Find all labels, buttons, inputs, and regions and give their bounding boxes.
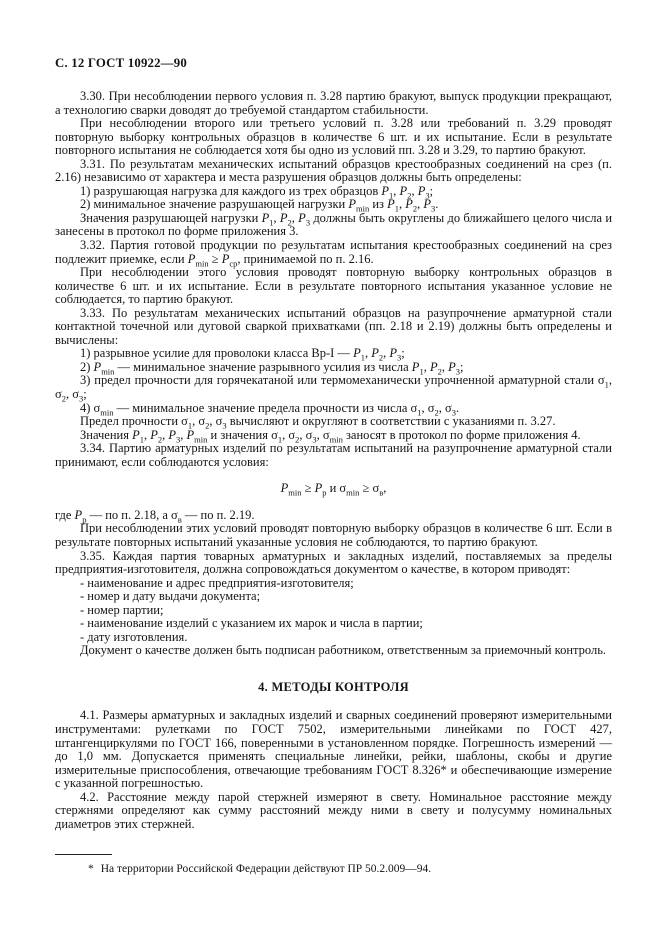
footnote-body: На территории Российской Федерации действуют ПР 50.2.009—94. [100, 863, 432, 876]
paragraph: Значения $P_1$, $P_2$, $P_3$, $P_{min}$ и значения $\sigma_1$, $\sigma_2$, $\sigma_3$, $\sigma_{min}$ заносят в протокол по форме приложения 4. [80, 427, 581, 445]
paragraph: При несоблюдении второго или третьего условий п. 3.28 или требований п. 3.29 проводят повторную выборку контрольных образцов в количестве 6 шт. и их испытание. Если в результате повторного испытания не соблюдается хотя бы одно из условий пп. 3.28 и 3.29, то партию бракуют. [55, 116, 612, 158]
paragraph: 1) разрывное усилие для проволоки класса Вр-I — $P_1$, $P_2$, $P_3$; [80, 346, 405, 363]
paragraph: - номер и дату выдачи документа; [80, 589, 261, 604]
footnote-text [55, 863, 612, 876]
paragraph: 3.35. Каждая партия товарных арматурных и закладных изделий, поставляемых за пределы предприятия-изготовителя, должна сопровождаться документом о качестве, в котором приводят: [55, 548, 612, 577]
paragraph: При несоблюдении этих условий проводят повторную выборку образцов в количестве 6 шт. Если в результате повторных испытаний указанные условия не соблюдаются, то партию бракуют. [55, 521, 612, 549]
paragraph: - дату изготовления. [80, 629, 188, 644]
paragraph: 3.33. По результатам механических испытаний образцов на разупрочнение арматурной стали контактной точечной или дуговой сваркой прихватками (пп. 2.18 и 2.19) должны быть определены и вычислены: [55, 305, 612, 347]
paragraph: 1) разрушающая нагрузка для каждого из трех образцов $P_1$, $P_2$, $P_3$; [80, 183, 434, 201]
paragraph: - наименование и адрес предприятия-изготовителя; [80, 575, 354, 590]
paragraph: 3.30. При несоблюдении первого условия п. 3.28 партию бракуют, выпуск продукции прекращают, а технологию сварки доводят до требуемой стандартом стабильности. [55, 89, 612, 117]
paragraph: Документ о качестве должен быть подписан работником, ответственным за приемочный контроль. [80, 643, 607, 658]
paragraph: 4.1. Размеры арматурных и закладных изделий и сварных соединений проверяют измерительными инструментами: рулетками по ГОСТ 7502, измерительными линейками по ГОСТ 427, штангенциркулями по ГОСТ 166, поверенными в установленном порядке. Погрешность измерений — до 1,0 мм. Допускается применять специальные линейки, рейки, шаблоны, скобы и другие измерительные приспособления, отвечающие требованиям ГОСТ 8.326* и обеспечивающие измерение с указанной погрешностью. [55, 708, 612, 791]
formula: $P_{min} \ge P_р$ и $\sigma_{min} \ge \sigma_в$, [280, 481, 387, 498]
page-header: С. 12 ГОСТ 10922—90 [55, 56, 187, 70]
paragraph: 3.32. Партия готовой продукции по результатам испытания крестообразных соединений на срез подлежит приемке, если $P_{min} \ge P_{ср}$, принимаемой по п. 2.16. [55, 238, 612, 269]
footnote [55, 854, 612, 876]
paragraph: - наименование изделий с указанием их марок и числа в партии; [80, 616, 423, 631]
paragraph: 4.2. Расстояние между парой стержней измеряют в свету. Номинальное расстояние между стержнями определяют как сумму расстояний между ними в свету и полусумму номинальных диаметров этих стержней. [55, 789, 612, 831]
paragraph: 3) предел прочности для горячекатаной или термомеханически упрочненной арматурной стали $\sigma_1$, $\sigma_2$, $\sigma_3$; [55, 373, 612, 404]
paragraph: Предел прочности $\sigma_1$, $\sigma_2$, $\sigma_3$ вычисляют и округляют в соответствии с указаниями п. 3.27. [80, 414, 556, 431]
paragraph: 3.31. По результатам механических испытаний образцов крестообразных соединений на срез (п. 2.16) независимо от характера и места разрушения образцов должны быть определены: [55, 156, 612, 185]
paragraph: При несоблюдении этого условия проводят повторную выборку контрольных образцов в количестве 6 шт. и их испытание. Если в результате повторного испытания указанное условие не соблюдается, то партию бракуют. [55, 265, 612, 307]
footnote-marker: * [88, 863, 94, 876]
paragraph: 2) минимальное значение разрушающей нагрузки $P_{min}$ из $P_1$, $P_2$, $P_3$. [80, 197, 439, 214]
section-heading: 4. МЕТОДЫ КОНТРОЛЯ [258, 679, 409, 694]
paragraph: 4) $\sigma_{min}$ — минимальное значение предела прочности из числа $\sigma_1$, $\sigma_2$, $\sigma_3$. [80, 400, 460, 418]
paragraph: 3.34. Партию арматурных изделий по результатам испытаний на разупрочнение арматурной стали принимают, если соблюдаются условия: [55, 441, 612, 469]
paragraph: 2) $P_{min}$ — минимальное значение разрывного усилия из числа $P_1$, $P_2$, $P_3$; [80, 359, 464, 377]
paragraph: где $P_р$ — по п. 2.18, а $\sigma_в$ — по п. 2.19. [55, 507, 255, 525]
paragraph: Значения разрушающей нагрузки $P_1$, $P_2$, $P_3$ должны быть округлены до ближайшего целого числа и занесены в протокол по форме приложения 3. [55, 210, 613, 239]
document-body [55, 90, 612, 831]
paragraph: - номер партии; [80, 602, 164, 617]
footnote-divider [55, 854, 112, 855]
page-content [55, 56, 612, 876]
